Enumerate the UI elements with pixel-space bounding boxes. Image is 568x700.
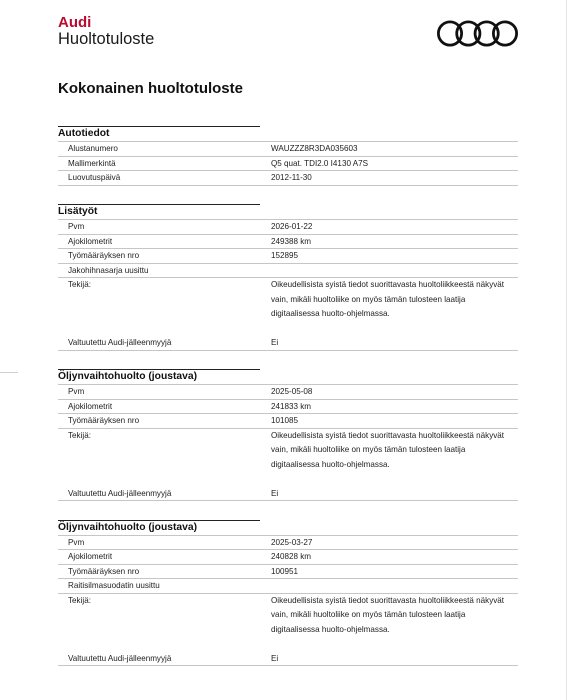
- row-value: 249388 km: [271, 236, 312, 246]
- table-row: [58, 157, 518, 172]
- page-edge-mark: [0, 372, 18, 373]
- row-label: Pvm: [68, 387, 85, 396]
- table-row: [58, 220, 518, 235]
- value-line: digitaalisessa huolto-ohjelmassa.: [271, 309, 390, 318]
- table-row: [58, 249, 518, 264]
- row-value: 241833 km: [271, 401, 312, 411]
- row-label: Mallimerkintä: [68, 158, 116, 168]
- row-label: Ajokilometrit: [68, 401, 113, 411]
- row-value: Q5 quat. TDI2.0 I4130 A7S: [271, 158, 369, 168]
- value-line: Oikeudellisista syistä tiedot suorittavasta huoltoliikkeestä näkyvät: [271, 595, 505, 605]
- service-sections: [58, 126, 518, 685]
- row-label: Valtuutettu Audi-jälleenmyyjä: [68, 653, 172, 663]
- oil-service-section: [58, 369, 518, 501]
- table-row: [58, 536, 518, 551]
- table-row: [58, 579, 518, 594]
- value-line: Oikeudellisista syistä tiedot suorittavasta huoltoliikkeestä näkyvät: [271, 280, 505, 289]
- table-row: [58, 264, 518, 279]
- row-label: Tekijä:: [68, 280, 91, 289]
- table-row: [58, 565, 518, 580]
- table-row: [58, 594, 518, 638]
- row-value: [271, 594, 518, 638]
- table-row: [58, 142, 518, 157]
- row-label: Jakohihnasarja uusittu: [68, 265, 149, 275]
- table-row: [58, 472, 518, 501]
- table-row: [58, 322, 518, 351]
- table-row: [58, 171, 518, 186]
- oil-service-section: [58, 520, 518, 667]
- row-value: Ei: [271, 653, 279, 663]
- page-title: Kokonainen huoltotuloste: [58, 80, 243, 97]
- row-value: WAUZZZ8R3DA035603: [271, 144, 358, 153]
- value-line: Oikeudellisista syistä tiedot suorittavasta huoltoliikkeestä näkyvät: [271, 430, 505, 440]
- row-label: Luovutuspäivä: [68, 173, 121, 182]
- table-row: [58, 400, 518, 415]
- row-label: Valtuutettu Audi-jälleenmyyjä: [68, 338, 172, 347]
- audi-rings-icon: [437, 20, 519, 47]
- table-row: [58, 235, 518, 250]
- value-line: vain, mikäli huoltoliike on myös tämän tulosteen laatija: [271, 294, 466, 304]
- row-value: [271, 278, 518, 322]
- table-row: [58, 278, 518, 322]
- table-row: [58, 414, 518, 429]
- section-heading: Autotiedot: [58, 127, 518, 142]
- section-heading: Öljynvaihtohuolto (joustava): [58, 370, 518, 385]
- row-label: Alustanumero: [68, 144, 118, 153]
- vehicle-info-section: [58, 126, 518, 186]
- row-value: Ei: [271, 338, 279, 347]
- row-value: 101085: [271, 416, 299, 425]
- row-value: 100951: [271, 566, 299, 576]
- table-row: [58, 429, 518, 473]
- row-value: [271, 429, 518, 473]
- row-value: 2012-11-30: [271, 173, 312, 182]
- row-value: Ei: [271, 488, 279, 498]
- row-label: Pvm: [68, 537, 85, 547]
- additional-work-section: [58, 204, 518, 351]
- row-label: Tekijä:: [68, 595, 91, 605]
- page-edge-line: [566, 0, 567, 700]
- row-label: Työmääräyksen nro: [68, 251, 140, 260]
- brand-name: Audi: [58, 14, 92, 31]
- row-value: 152895: [271, 251, 299, 260]
- table-row: [58, 550, 518, 565]
- table-row: [58, 637, 518, 666]
- row-label: Työmääräyksen nro: [68, 566, 140, 576]
- value-line: vain, mikäli huoltoliike on myös tämän tulosteen laatija: [271, 445, 466, 454]
- row-value: 2026-01-22: [271, 222, 313, 231]
- table-row: [58, 385, 518, 400]
- row-label: Ajokilometrit: [68, 236, 113, 246]
- row-value: 2025-03-27: [271, 537, 313, 547]
- row-value: 2025-05-08: [271, 387, 313, 396]
- row-label: Ajokilometrit: [68, 552, 113, 561]
- value-line: digitaalisessa huolto-ohjelmassa.: [271, 459, 390, 469]
- row-label: Raitisilmasuodatin uusittu: [68, 581, 160, 590]
- row-label: Pvm: [68, 222, 85, 231]
- row-label: Valtuutettu Audi-jälleenmyyjä: [68, 488, 172, 498]
- section-heading: Lisätyöt: [58, 205, 518, 220]
- document-subtitle: Huoltotuloste: [58, 30, 155, 48]
- value-line: vain, mikäli huoltoliike on myös tämän tulosteen laatija: [271, 610, 466, 619]
- value-line: digitaalisessa huolto-ohjelmassa.: [271, 624, 390, 634]
- row-value: 240828 km: [271, 552, 312, 561]
- row-label: Työmääräyksen nro: [68, 416, 140, 425]
- row-label: Tekijä:: [68, 430, 91, 440]
- section-heading: Öljynvaihtohuolto (joustava): [58, 521, 518, 536]
